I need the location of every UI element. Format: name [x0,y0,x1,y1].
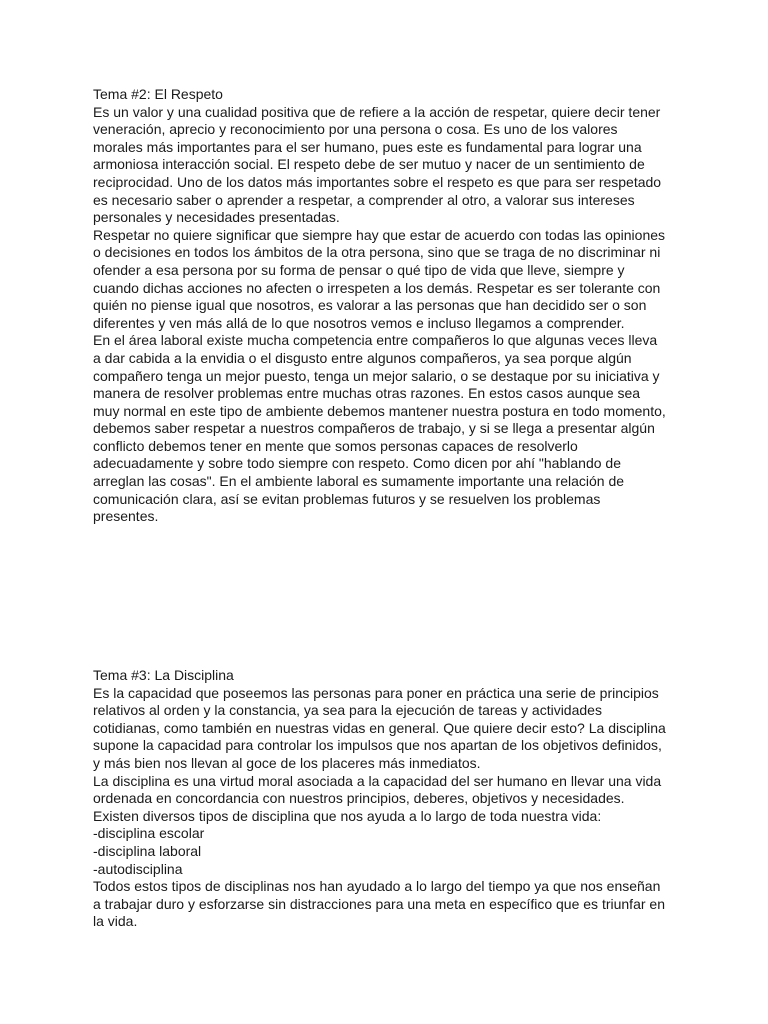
paragraph-line: La disciplina es una virtud moral asociada a la capacidad del ser humano en llevar una vida [93,772,662,789]
paragraph-line: es necesario saber o aprender a respetar, a comprender al otro, a valorar sus intereses [93,191,635,208]
paragraph-line: arreglan las cosas". En el ambiente laboral es sumamente importante una relación de [93,473,625,490]
paragraph-line: quién no piense igual que nosotros, es valorar a las personas que han decidido ser o son [93,297,647,314]
section-title: Tema #2: El Respeto [93,86,223,102]
paragraph-line: ofender a esa persona por su forma de pensar o qué tipo de vida que lleve, siempre y [93,261,625,278]
paragraph-line: manera de resolver problemas entre muchas otras razones. En estos casos aunque sea [93,385,641,402]
paragraph-line: diferentes y ven más allá de lo que nosotros vemos e incluso llegamos a comprender. [93,314,625,331]
paragraph-line: a dar cabida a la envidia o el disgusto entre algunos compañeros, ya sea porque algún [93,349,632,366]
paragraph-line: presentes. [93,508,159,525]
paragraph-line: personales y necesidades presentadas. [93,209,340,226]
paragraph-line: cotidianas, como también en nuestras vidas en general. Que quiere decir esto? La disciplina [93,719,666,736]
paragraph-line: veneración, aprecio y reconocimiento por una persona o cosa. Es uno de los valores [93,121,618,138]
paragraph-line: Todos estos tipos de disciplinas nos han ayudado a lo largo del tiempo ya que nos enseñan [93,878,661,895]
paragraph-line: compañero tenga un mejor puesto, tenga un mejor salario, o se destaque por su iniciativa y [93,367,660,384]
paragraph-line: Es un valor y una cualidad positiva que de refiere a la acción de respetar, quiere decir tener [93,103,661,120]
paragraph-line: conflicto debemos tener en mente que somos personas capaces de resolverlo [93,437,578,454]
section-respeto [93,86,683,526]
paragraph-line: muy normal en este tipo de ambiente debemos mantener nuestra postura en todo momento, [93,402,666,419]
paragraph-line: Es la capacidad que poseemos las personas para poner en práctica una serie de principios [93,684,659,701]
paragraph-line: Existen diversos tipos de disciplina que nos ayuda a lo largo de toda nuestra vida: [93,807,602,824]
paragraph-line: armoniosa interacción social. El respeto debe de ser mutuo y nacer de un sentimiento de [93,156,645,173]
paragraph-line: reciprocidad. Uno de los datos más importantes sobre el respeto es que para ser respetado [93,173,662,190]
paragraph-line: supone la capacidad para controlar los impulsos que nos apartan de los objetivos definidos, [93,737,662,754]
paragraph-line: la vida. [93,913,138,930]
list-item: -disciplina escolar [93,825,205,842]
paragraph-line: debemos saber respetar a nuestros compañeros de trabajo, y si se llega a presentar algún [93,420,655,437]
list-item: -autodisciplina [93,860,183,877]
paragraph-line: ordenada en concordancia con nuestros principios, deberes, objetivos y necesidades. [93,790,625,807]
paragraph-line: o decisiones en todos los ámbitos de la otra persona, sino que se traga de no discriminar ni [93,244,661,261]
paragraph-line: relativos al orden y la constancia, ya sea para la ejecución de tareas y actividades [93,702,602,719]
paragraph-line: cuando dichas acciones no afecten o irrespeten a los demás. Respetar es ser tolerante con [93,279,661,296]
section-title: Tema #3: La Disciplina [93,667,234,683]
list-item: -disciplina laboral [93,842,202,859]
paragraph-line: adecuadamente y sobre todo siempre con respeto. Como dicen por ahí "hablando de [93,455,621,472]
paragraph-line: morales más importantes para el ser humano, pues este es fundamental para lograr una [93,138,642,155]
paragraph-line: comunicación clara, así se evitan problemas futuros y se resuelven los problemas [93,490,601,507]
paragraph-line: a trabajar duro y esforzarse sin distracciones para una meta en específico que es triunfar en [93,895,665,912]
paragraph-line: En el área laboral existe mucha competencia entre compañeros lo que algunas veces lleva [93,332,658,349]
paragraph-line: y más bien nos llevan al goce de los placeres más inmediatos. [93,754,481,771]
paragraph-line: Respetar no quiere significar que siempre hay que estar de acuerdo con todas las opiniones [93,226,666,243]
section-disciplina [93,667,683,931]
